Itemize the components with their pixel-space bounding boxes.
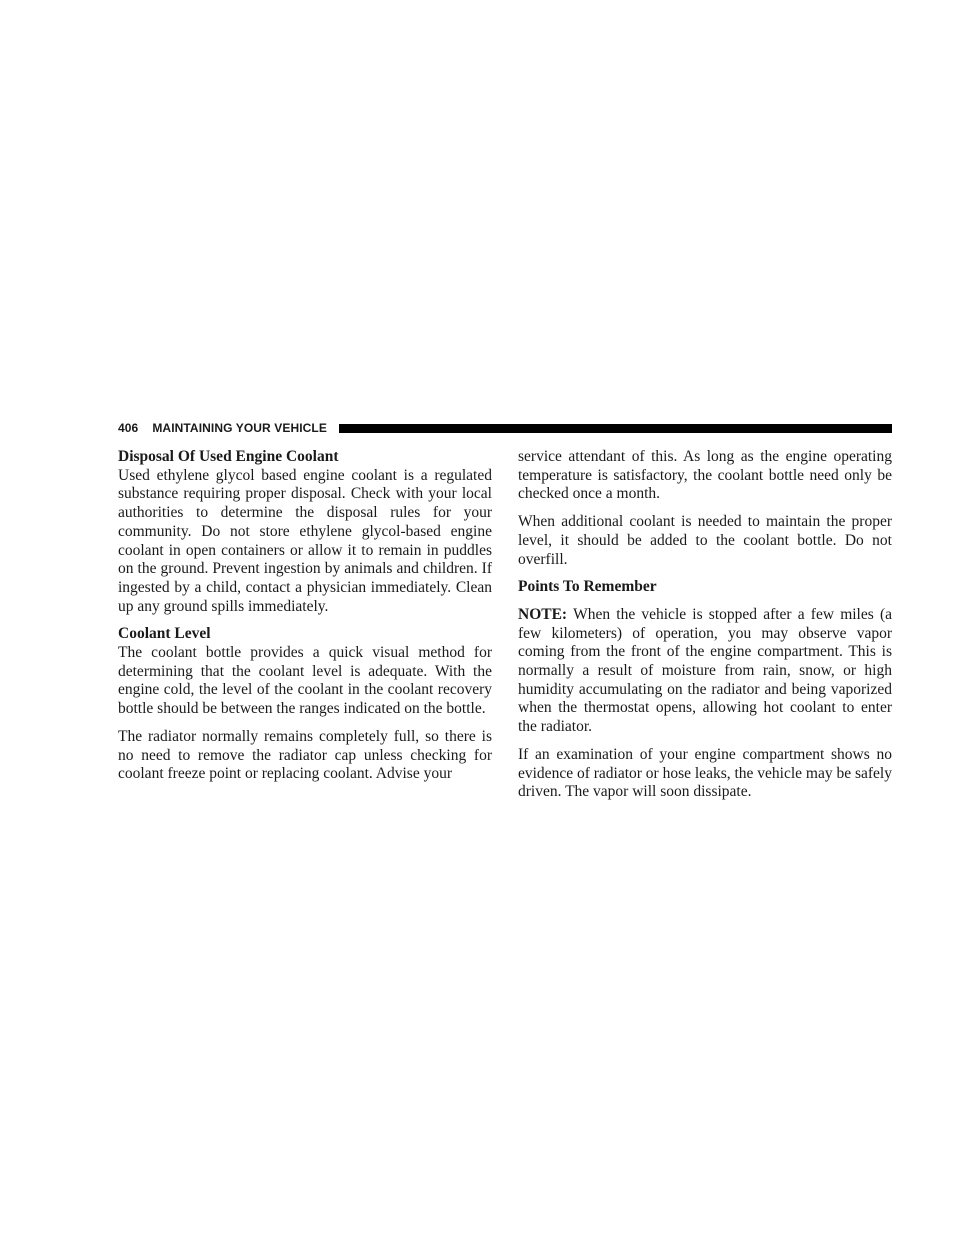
note-label: NOTE: [518, 605, 568, 623]
coolant-level-heading: Coolant Level [118, 625, 211, 643]
radiator-paragraph: The radiator normally remains completely full, so there is no need to remove the radiator cap unless checking for coolant freeze point or replacing coolant. Advise your [118, 727, 492, 783]
right-column [518, 448, 892, 811]
examination-paragraph: If an examination of your engine compartment shows no evidence of radiator or hose leaks, the vehicle may be safely driven. The vapor will soon dissipate. [518, 745, 892, 801]
continuation-paragraph: service attendant of this. As long as the engine operating temperature is satisfactory, the coolant bottle need only be checked once a month. [518, 448, 892, 503]
disposal-paragraph: Used ethylene glycol based engine coolant is a regulated substance requiring proper disposal. Check with your local authorities to determine the disposal rules for your community. Do not store ethylene glycol-based engine coolant in open containers or allow it to remain in puddles on the ground. Prevent ingestion by animals and children. If ingested by a child, contact a physician immediately. Clean up any ground spills immediately. [118, 466, 492, 615]
note-body: When the vehicle is stopped after a few miles (a few kilometers) of operation, you may observe vapor coming from the front of the engine compartment. This is normally a result of moisture from rain, snow, or high humidity accumulating on the radiator and being vaporized when the thermostat opens, allowing hot coolant to enter the radiator. [518, 605, 892, 736]
coolant-level-paragraph: The coolant bottle provides a quick visual method for determining that the coolant level is adequate. With the engine cold, the level of the coolant in the coolant recovery bottle should be between the ranges indicated on the bottle. [118, 644, 492, 718]
page-number: 406 [118, 421, 139, 435]
points-heading: Points To Remember [518, 578, 657, 596]
note-paragraph [518, 606, 892, 737]
disposal-heading: Disposal Of Used Engine Coolant [118, 448, 339, 465]
additional-coolant-paragraph: When additional coolant is needed to maintain the proper level, it should be added to the coolant bottle. Do not overfill. [518, 513, 892, 568]
left-column [118, 448, 492, 793]
section-title: MAINTAINING YOUR VEHICLE [152, 421, 327, 435]
page-header [118, 419, 892, 437]
header-rule [339, 424, 892, 433]
